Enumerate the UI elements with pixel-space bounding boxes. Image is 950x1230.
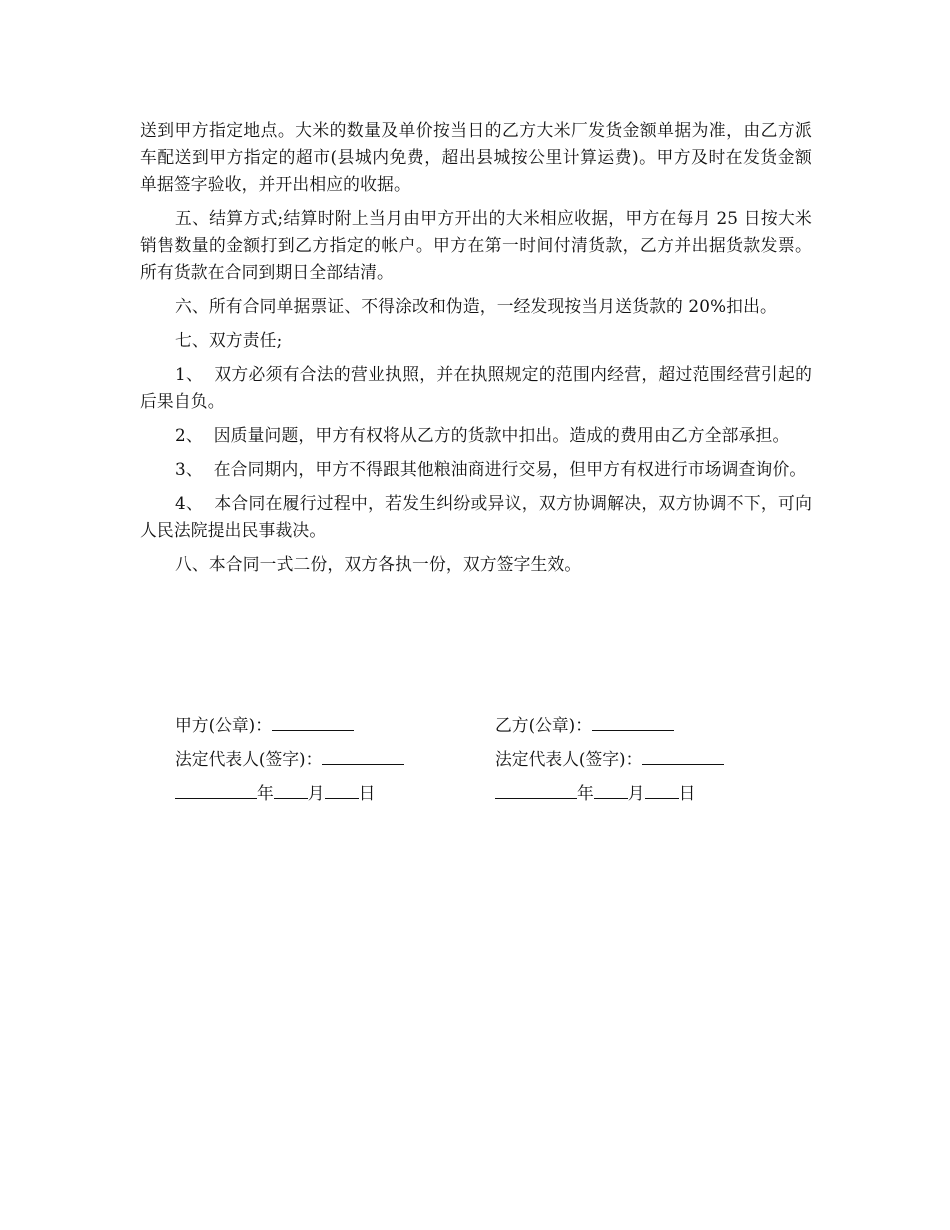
paragraph-item-3: 3、 在合同期内，甲方不得跟其他粮油商进行交易，但甲方有权进行市场调查询价。 [175,459,807,479]
party-b-seal-blank [592,712,674,731]
party-a-month-blank [274,780,308,799]
contract-body [140,117,812,585]
party-a-year-blank [175,780,257,799]
paragraph-settlement: 五、结算方式;结算时附上当月由甲方开出的大米相应收据，甲方在每月 25 日按大米销售数量的金额打到乙方指定的帐户。甲方在第一时间付清货款，乙方并出据货款发票。所有货款在合同到期日全部结清。 [140,208,812,282]
party-b-year-label: 年 [577,783,594,803]
party-b-seal-label: 乙方(公章)： [495,715,593,735]
party-a-day-blank [325,780,359,799]
party-b-month-blank [594,780,628,799]
party-b-month-label: 月 [627,783,645,803]
paragraph-item-4: 4、 本合同在履行过程中，若发生纠纷或异议，双方协调解决，双方协调不下，可向人民法院提出民事裁决。 [140,493,812,540]
party-b-day-label: 日 [678,783,696,803]
party-b-year-blank [495,780,577,799]
signature-block [175,712,815,814]
party-b-date [495,780,815,807]
date-row [175,780,815,814]
party-a-seal-label: 甲方(公章)： [175,715,273,735]
party-a-year-label: 年 [257,783,274,803]
party-b-rep-blank [642,746,724,765]
party-b-day-blank [645,780,679,799]
seal-row [175,712,815,746]
paragraph-item-2: 2、 因质量问题，甲方有权将从乙方的货款中扣出。造成的费用由乙方全部承担。 [175,425,790,445]
party-b-rep-label: 法定代表人(签字)： [495,749,643,769]
representative-row [175,746,815,780]
party-a-rep-blank [322,746,404,765]
paragraph-copies: 八、本合同一式二份，双方各执一份，双方签字生效。 [175,554,582,574]
party-a-seal-blank [272,712,354,731]
party-a-seal [175,712,495,739]
party-a-day-label: 日 [358,783,376,803]
paragraph-item-1: 1、 双方必须有合法的营业执照，并在执照规定的范围内经营，超过范围经营引起的后果自负。 [140,364,812,411]
party-a-month-label: 月 [307,783,325,803]
party-a-rep [175,746,495,773]
party-b-rep [495,746,815,773]
party-b-seal [495,712,815,739]
paragraph-continuation: 送到甲方指定地点。大米的数量及单价按当日的乙方大米厂发货金额单据为准，由乙方派车配送到甲方指定的超市(县城内免费，超出县城按公里计算运费)。甲方及时在发货金额单据签字验收，并开出相应的收据。 [140,120,812,194]
party-a-date [175,780,495,807]
paragraph-documents: 六、所有合同单据票证、不得涂改和伪造，一经发现按当月送货款的 20%扣出。 [175,296,777,316]
party-a-rep-label: 法定代表人(签字)： [175,749,323,769]
paragraph-responsibilities-heading: 七、双方责任; [175,330,283,350]
